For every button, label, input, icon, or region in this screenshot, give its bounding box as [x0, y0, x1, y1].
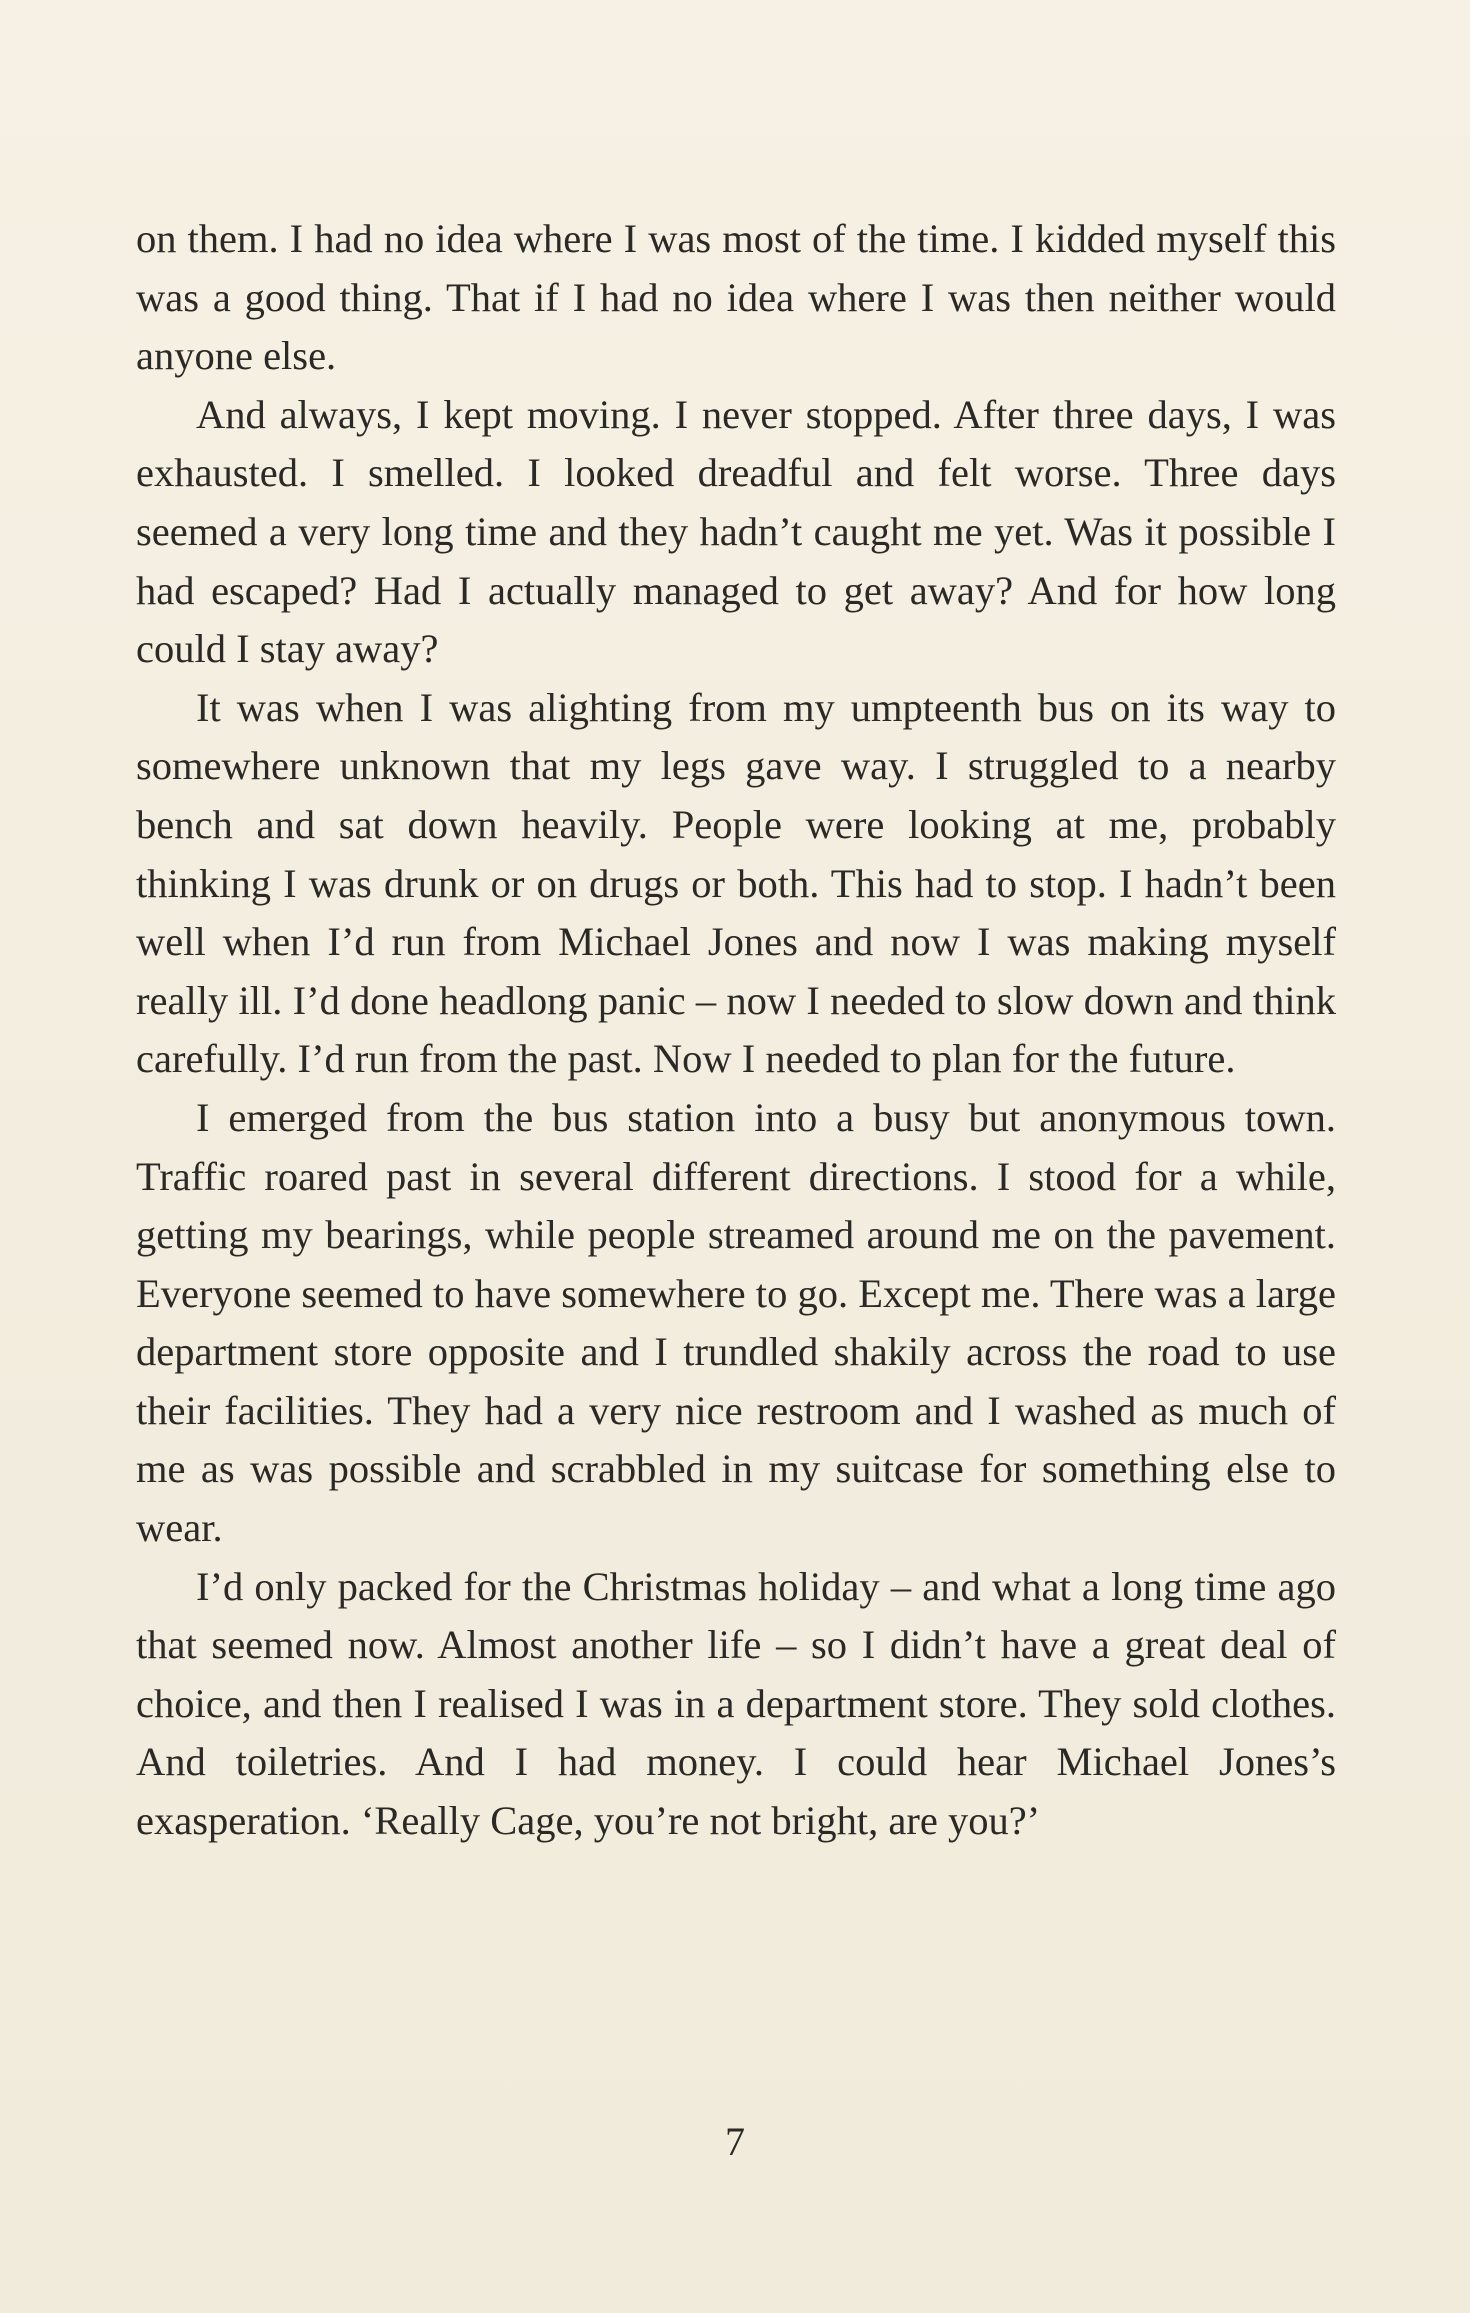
- paragraph-4: I emerged from the bus station into a busy but anonymous town. Traffic roared past in several different directions. I stood for a while, getting my bearings, while people streamed around me on the pavement. Everyone seemed to have somewhere to go. Except me. There was a large department store opposite and I trundled shakily across the road to use their facilities. They had a very nice restroom and I washed as much of me as was possible and scrabbled in my suitcase for something else to wear.: [136, 1094, 1336, 1551]
- paragraph-1: on them. I had no idea where I was most of the time. I kidded myself this was a good thing. That if I had no idea where I was then neither would anyone else.: [136, 216, 1336, 379]
- paragraph-2: And always, I kept moving. I never stopped. After three days, I was exhausted. I smelled. I looked dreadful and felt worse. Three days seemed a very long time and they hadn’t caught me yet. Was it possible I had escaped? Had I actually managed to get away? And for how long could I stay away?: [136, 391, 1336, 672]
- body-text: [136, 210, 1336, 1851]
- paragraph-5: I’d only packed for the Christmas holiday – and what a long time ago that seemed now. Almost another life – so I didn’t have a great deal of choice, and then I realised I was in a department store. They sold clothes. And toiletries. And I had money. I could hear Michael Jones’s exasperation. ‘Really Cage, you’re not bright, are you?’: [136, 1563, 1336, 1844]
- paragraph-3: It was when I was alighting from my umpteenth bus on its way to somewhere unknown that my legs gave way. I struggled to a nearby bench and sat down heavily. People were looking at me, probably thinking I was drunk or on drugs or both. This had to stop. I hadn’t been well when I’d run from Michael Jones and now I was making myself really ill. I’d done headlong panic – now I needed to slow down and think carefully. I’d run from the past. Now I needed to plan for the future.: [136, 684, 1336, 1082]
- page-number: 7: [725, 2119, 745, 2164]
